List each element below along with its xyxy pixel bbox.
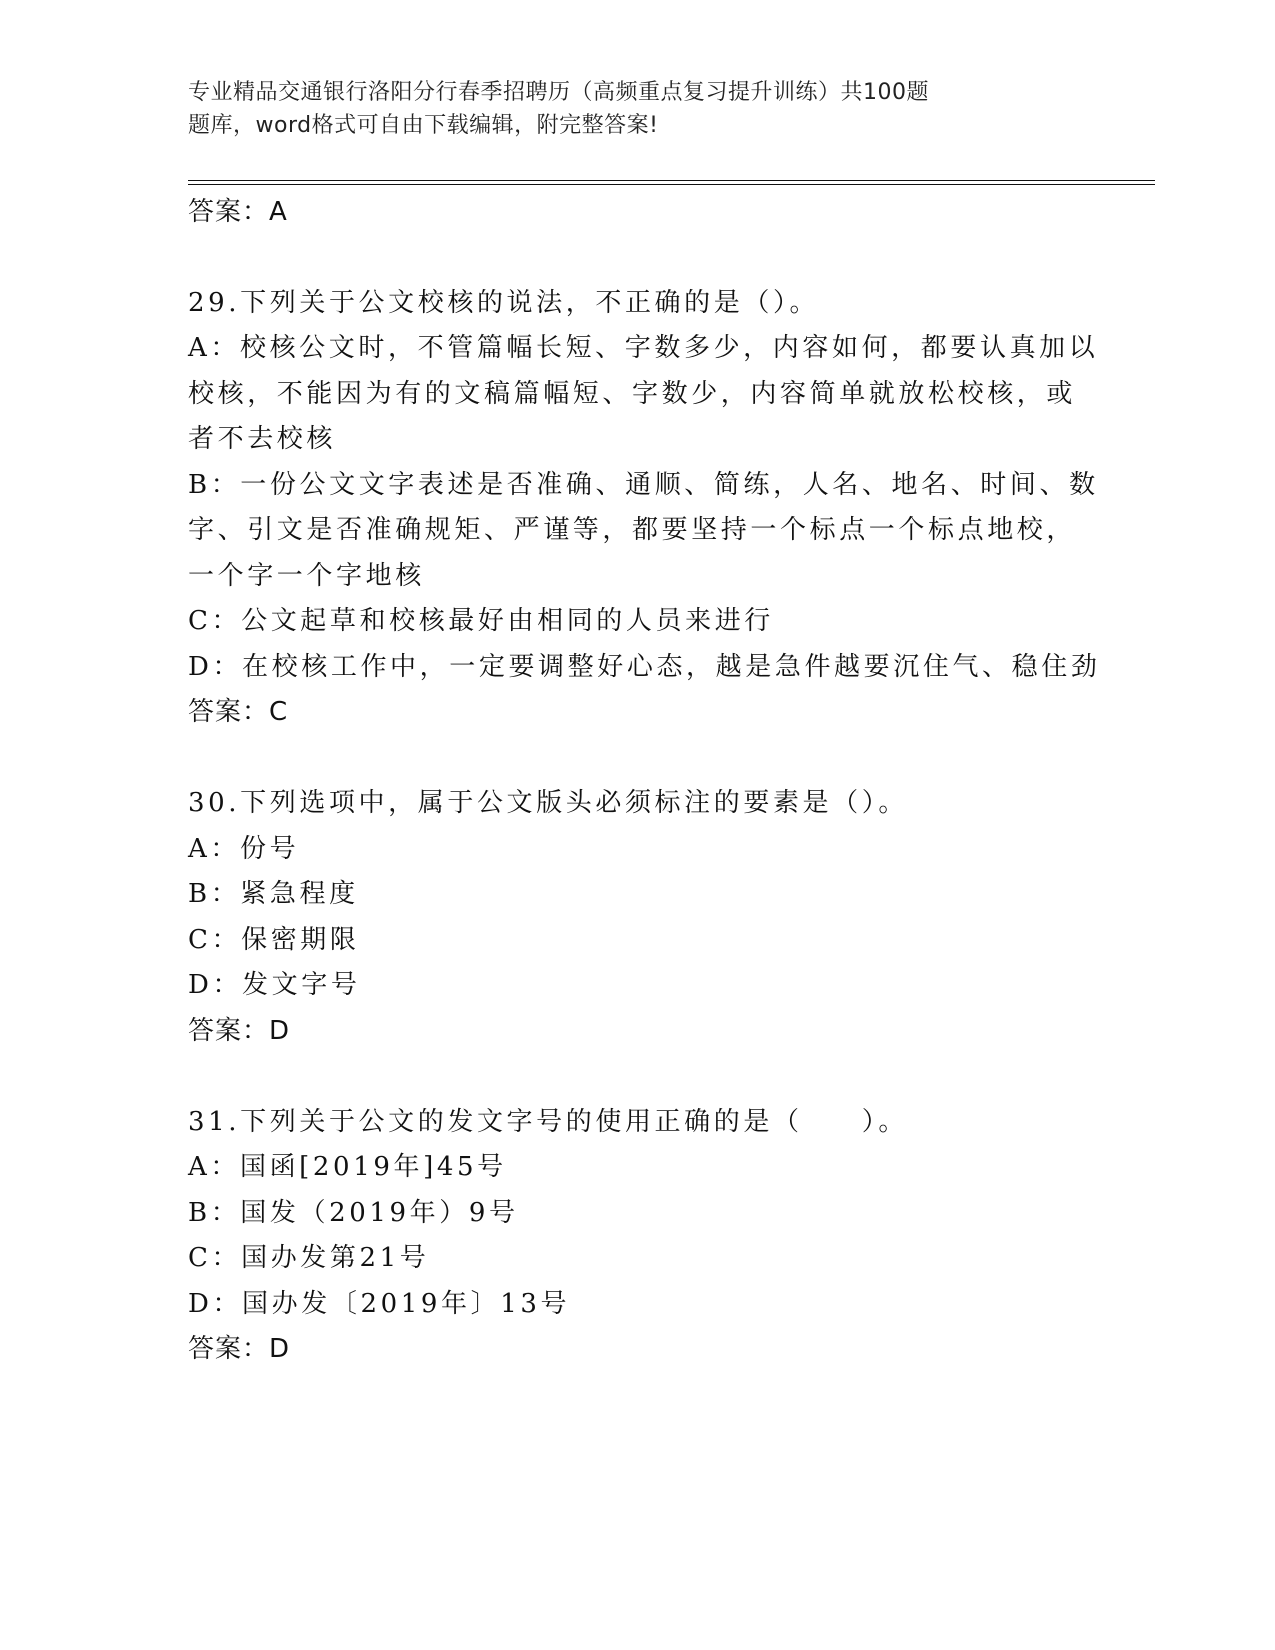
option-b-cont: 字、引文是否准确规矩、严谨等，都要坚持一个标点一个标点地校， (188, 515, 1077, 545)
answer-value: D (269, 1015, 290, 1046)
spacer (188, 736, 1088, 782)
question-31 (188, 1100, 1088, 1373)
answer (188, 1327, 1088, 1373)
question-stem: 31.下列关于公文的发文字号的使用正确的是（ ）。 (188, 1106, 908, 1137)
answer-value: C (269, 697, 288, 727)
question-stem: 29.下列关于公文校核的说法，不正确的是（）。 (188, 287, 820, 318)
answer-value: A (269, 197, 287, 227)
question-content (188, 190, 1101, 1373)
question-stem: 30.下列选项中，属于公文版头必须标注的要素是（）。 (188, 788, 908, 818)
option-c: C：国办发第21号 (188, 1243, 430, 1273)
option-b-cont: 一个字一个字地核 (188, 560, 425, 591)
option-a: A：国函[2019年]45号 (188, 1152, 507, 1182)
option-a-cont: 校核，不能因为有的文稿篇幅短、字数少，内容简单就放松校核，或 (188, 378, 1077, 409)
question-30 (188, 781, 1088, 1054)
option-d: D：国办发〔2019年〕13号 (188, 1288, 571, 1319)
option-a: A：份号 (188, 833, 300, 864)
option-b: B：紧急程度 (188, 879, 359, 909)
option-a-cont: 者不去校核 (188, 424, 337, 454)
answer-label: 答案： (188, 1334, 270, 1364)
answer-label: 答案： (188, 197, 270, 227)
answer-label: 答案： (188, 1015, 270, 1046)
answer (188, 1009, 1088, 1055)
option-c: C：公文起草和校核最好由相同的人员来进行 (188, 606, 774, 636)
option-d: D：发文字号 (188, 970, 361, 1000)
option-d: D：在校核工作中，一定要调整好心态，越是急件越要沉住气、稳住劲 (188, 651, 1101, 682)
answer-label: 答案： (188, 697, 270, 727)
spacer (188, 1054, 1088, 1100)
spacer (188, 235, 1088, 281)
option-a: A：校核公文时，不管篇幅长短、字数多少，内容如何，都要认真加以 (188, 333, 1099, 363)
answer-value: D (269, 1334, 290, 1364)
header-line-2: 题库，word格式可自由下载编辑，附完整答案! (188, 113, 659, 138)
header-divider-top (188, 180, 1155, 181)
option-c: C：保密期限 (188, 924, 360, 955)
question-29 (188, 281, 1101, 736)
previous-answer (188, 190, 1088, 235)
header-line-1: 专业精品交通银行洛阳分行春季招聘历（高频重点复习提升训练）共100题 (188, 80, 929, 105)
answer (188, 690, 1088, 736)
header-divider-bottom (188, 184, 1155, 185)
option-b: B：国发（2019年）9号 (188, 1197, 519, 1228)
document-header (188, 76, 1028, 142)
option-b: B：一份公文文字表述是否准确、通顺、简练，人名、地名、时间、数 (188, 469, 1099, 500)
